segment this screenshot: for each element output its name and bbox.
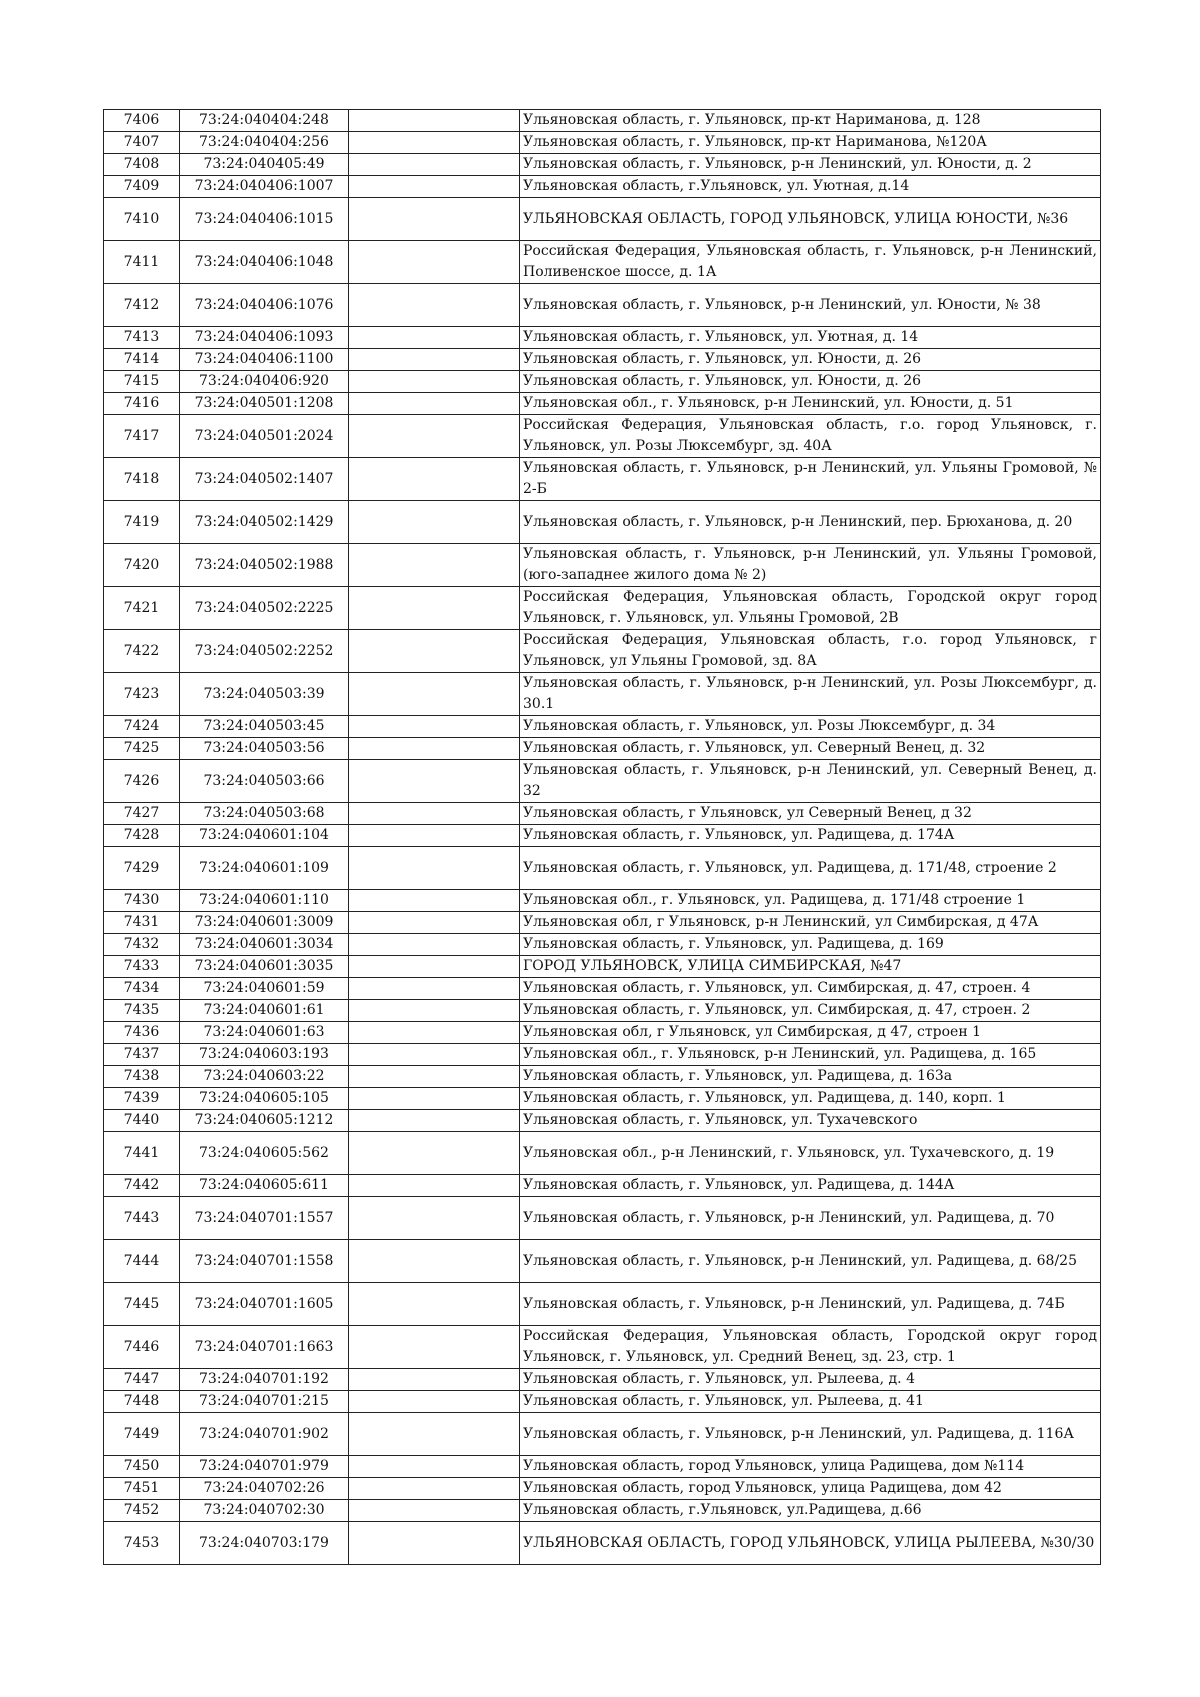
- cadastral-number-cell: 73:24:040601:110: [180, 890, 349, 912]
- empty-cell: [349, 890, 520, 912]
- address-cell: Ульяновская область, город Ульяновск, улица Радищева, дом 42: [520, 1478, 1101, 1500]
- cadastral-number-cell: 73:24:040502:1407: [180, 458, 349, 501]
- cadastral-number-cell: 73:24:040601:61: [180, 1000, 349, 1022]
- row-number-cell: 7444: [104, 1240, 180, 1283]
- table-row: [104, 1326, 1101, 1369]
- row-number-cell: 7441: [104, 1132, 180, 1175]
- table-row: [104, 154, 1101, 176]
- row-number-cell: 7429: [104, 847, 180, 890]
- empty-cell: [349, 501, 520, 544]
- row-number-cell: 7448: [104, 1391, 180, 1413]
- address-cell: Ульяновская область, г. Ульяновск, р-н Ленинский, ул. Радищева, д. 74Б: [520, 1283, 1101, 1326]
- table-row: [104, 544, 1101, 587]
- table-row: [104, 760, 1101, 803]
- row-number-cell: 7425: [104, 738, 180, 760]
- document-page: [103, 109, 1101, 1565]
- empty-cell: [349, 1066, 520, 1088]
- table-row: [104, 1066, 1101, 1088]
- empty-cell: [349, 1000, 520, 1022]
- cadastral-number-cell: 73:24:040501:1208: [180, 393, 349, 415]
- row-number-cell: 7430: [104, 890, 180, 912]
- table-row: [104, 673, 1101, 716]
- table-row: [104, 371, 1101, 393]
- table-row: [104, 1283, 1101, 1326]
- cadastral-number-cell: 73:24:040502:2225: [180, 587, 349, 630]
- cadastral-number-cell: 73:24:040701:1558: [180, 1240, 349, 1283]
- address-cell: Ульяновская область, г. Ульяновск, пр-кт Нариманова, д. 128: [520, 110, 1101, 132]
- address-cell: Ульяновская область, г. Ульяновск, ул. Северный Венец, д. 32: [520, 738, 1101, 760]
- row-number-cell: 7426: [104, 760, 180, 803]
- empty-cell: [349, 154, 520, 176]
- table-row: [104, 1000, 1101, 1022]
- address-cell: Ульяновская область, город Ульяновск, улица Радищева, дом №114: [520, 1456, 1101, 1478]
- cadastral-number-cell: 73:24:040605:105: [180, 1088, 349, 1110]
- address-cell: Ульяновская область, г. Ульяновск, ул. Уютная, д. 14: [520, 327, 1101, 349]
- cadastral-number-cell: 73:24:040601:3034: [180, 934, 349, 956]
- cadastral-number-cell: 73:24:040503:68: [180, 803, 349, 825]
- empty-cell: [349, 1500, 520, 1522]
- empty-cell: [349, 1478, 520, 1500]
- address-cell: Ульяновская область, г. Ульяновск, ул. Юности, д. 26: [520, 371, 1101, 393]
- empty-cell: [349, 1110, 520, 1132]
- row-number-cell: 7433: [104, 956, 180, 978]
- cadastral-number-cell: 73:24:040406:920: [180, 371, 349, 393]
- cadastral-number-cell: 73:24:040601:3009: [180, 912, 349, 934]
- empty-cell: [349, 1391, 520, 1413]
- table-row: [104, 1500, 1101, 1522]
- empty-cell: [349, 241, 520, 284]
- row-number-cell: 7453: [104, 1522, 180, 1565]
- table-row: [104, 198, 1101, 241]
- address-cell: Ульяновская область, г. Ульяновск, ул. Симбирская, д. 47, строен. 4: [520, 978, 1101, 1000]
- empty-cell: [349, 934, 520, 956]
- row-number-cell: 7440: [104, 1110, 180, 1132]
- table-row: [104, 327, 1101, 349]
- row-number-cell: 7435: [104, 1000, 180, 1022]
- row-number-cell: 7407: [104, 132, 180, 154]
- empty-cell: [349, 738, 520, 760]
- address-cell: Ульяновская обл, г Ульяновск, ул Симбирская, д 47, строен 1: [520, 1022, 1101, 1044]
- table-row: [104, 176, 1101, 198]
- row-number-cell: 7436: [104, 1022, 180, 1044]
- row-number-cell: 7451: [104, 1478, 180, 1500]
- table-row: [104, 825, 1101, 847]
- empty-cell: [349, 1369, 520, 1391]
- cadastral-number-cell: 73:24:040501:2024: [180, 415, 349, 458]
- table-row: [104, 284, 1101, 327]
- address-cell: Ульяновская область, г. Ульяновск, ул. Юности, д. 26: [520, 349, 1101, 371]
- empty-cell: [349, 458, 520, 501]
- cadastral-number-cell: 73:24:040406:1093: [180, 327, 349, 349]
- table-row: [104, 956, 1101, 978]
- row-number-cell: 7411: [104, 241, 180, 284]
- address-cell: Российская Федерация, Ульяновская область, г.о. город Ульяновск, г Ульяновск, ул Ульяны Громовой, зд. 8А: [520, 630, 1101, 673]
- address-cell: ГОРОД УЛЬЯНОВСК, УЛИЦА СИМБИРСКАЯ, №47: [520, 956, 1101, 978]
- table-row: [104, 1240, 1101, 1283]
- empty-cell: [349, 956, 520, 978]
- empty-cell: [349, 1088, 520, 1110]
- address-cell: Ульяновская обл., г. Ульяновск, ул. Радищева, д. 171/48 строение 1: [520, 890, 1101, 912]
- cadastral-table: [103, 109, 1101, 1565]
- row-number-cell: 7428: [104, 825, 180, 847]
- empty-cell: [349, 1132, 520, 1175]
- table-row: [104, 978, 1101, 1000]
- address-cell: Ульяновская область, г. Ульяновск, ул. Рылеева, д. 41: [520, 1391, 1101, 1413]
- cadastral-number-cell: 73:24:040605:1212: [180, 1110, 349, 1132]
- table-row: [104, 458, 1101, 501]
- row-number-cell: 7449: [104, 1413, 180, 1456]
- cadastral-number-cell: 73:24:040601:59: [180, 978, 349, 1000]
- empty-cell: [349, 630, 520, 673]
- table-row: [104, 1478, 1101, 1500]
- row-number-cell: 7431: [104, 912, 180, 934]
- cadastral-number-cell: 73:24:040406:1048: [180, 241, 349, 284]
- row-number-cell: 7408: [104, 154, 180, 176]
- table-row: [104, 1088, 1101, 1110]
- address-cell: Ульяновская область, г Ульяновск, ул Северный Венец, д 32: [520, 803, 1101, 825]
- table-row: [104, 1044, 1101, 1066]
- cadastral-number-cell: 73:24:040601:109: [180, 847, 349, 890]
- table-row: [104, 1456, 1101, 1478]
- row-number-cell: 7406: [104, 110, 180, 132]
- address-cell: Ульяновская область, г. Ульяновск, ул. Радищева, д. 163а: [520, 1066, 1101, 1088]
- empty-cell: [349, 349, 520, 371]
- address-cell: Ульяновская область, г.Ульяновск, ул.Радищева, д.66: [520, 1500, 1101, 1522]
- address-cell: Ульяновская обл., р-н Ленинский, г. Ульяновск, ул. Тухачевского, д. 19: [520, 1132, 1101, 1175]
- empty-cell: [349, 847, 520, 890]
- address-cell: Ульяновская область, г. Ульяновск, р-н Ленинский, ул. Радищева, д. 116А: [520, 1413, 1101, 1456]
- cadastral-number-cell: 73:24:040405:49: [180, 154, 349, 176]
- row-number-cell: 7432: [104, 934, 180, 956]
- table-row: [104, 1369, 1101, 1391]
- table-row: [104, 934, 1101, 956]
- address-cell: Ульяновская область, г. Ульяновск, р-н Ленинский, ул. Северный Венец, д. 32: [520, 760, 1101, 803]
- empty-cell: [349, 1326, 520, 1369]
- cadastral-number-cell: 73:24:040601:104: [180, 825, 349, 847]
- address-cell: Ульяновская область, г. Ульяновск, р-н Ленинский, ул. Радищева, д. 68/25: [520, 1240, 1101, 1283]
- empty-cell: [349, 1413, 520, 1456]
- cadastral-number-cell: 73:24:040701:1557: [180, 1197, 349, 1240]
- table-row: [104, 349, 1101, 371]
- table-row: [104, 716, 1101, 738]
- cadastral-number-cell: 73:24:040703:179: [180, 1522, 349, 1565]
- address-cell: Ульяновская область, г.Ульяновск, ул. Уютная, д.14: [520, 176, 1101, 198]
- row-number-cell: 7422: [104, 630, 180, 673]
- empty-cell: [349, 978, 520, 1000]
- row-number-cell: 7437: [104, 1044, 180, 1066]
- row-number-cell: 7424: [104, 716, 180, 738]
- empty-cell: [349, 825, 520, 847]
- table-row: [104, 738, 1101, 760]
- table-row: [104, 1022, 1101, 1044]
- empty-cell: [349, 673, 520, 716]
- cadastral-number-cell: 73:24:040503:66: [180, 760, 349, 803]
- table-row: [104, 501, 1101, 544]
- cadastral-number-cell: 73:24:040701:902: [180, 1413, 349, 1456]
- cadastral-number-cell: 73:24:040701:215: [180, 1391, 349, 1413]
- address-cell: Ульяновская область, г. Ульяновск, ул. Радищева, д. 174А: [520, 825, 1101, 847]
- empty-cell: [349, 393, 520, 415]
- address-cell: Ульяновская обл., г. Ульяновск, р-н Ленинский, ул. Юности, д. 51: [520, 393, 1101, 415]
- address-cell: Ульяновская область, г. Ульяновск, р-н Ленинский, ул. Розы Люксембург, д. 30.1: [520, 673, 1101, 716]
- row-number-cell: 7447: [104, 1369, 180, 1391]
- cadastral-number-cell: 73:24:040701:979: [180, 1456, 349, 1478]
- address-cell: Ульяновская область, г. Ульяновск, ул. Симбирская, д. 47, строен. 2: [520, 1000, 1101, 1022]
- cadastral-number-cell: 73:24:040605:611: [180, 1175, 349, 1197]
- address-cell: Ульяновская область, г. Ульяновск, р-н Ленинский, ул. Радищева, д. 70: [520, 1197, 1101, 1240]
- row-number-cell: 7445: [104, 1283, 180, 1326]
- table-row: [104, 912, 1101, 934]
- empty-cell: [349, 1240, 520, 1283]
- row-number-cell: 7438: [104, 1066, 180, 1088]
- address-cell: Российская Федерация, Ульяновская область, г. Ульяновск, р-н Ленинский, Поливенское шоссе, д. 1А: [520, 241, 1101, 284]
- table-row: [104, 630, 1101, 673]
- table-row: [104, 241, 1101, 284]
- empty-cell: [349, 760, 520, 803]
- cadastral-number-cell: 73:24:040404:256: [180, 132, 349, 154]
- empty-cell: [349, 716, 520, 738]
- table-row: [104, 1132, 1101, 1175]
- address-cell: Ульяновская область, г. Ульяновск, р-н Ленинский, пер. Брюханова, д. 20: [520, 501, 1101, 544]
- cadastral-number-cell: 73:24:040502:1429: [180, 501, 349, 544]
- empty-cell: [349, 176, 520, 198]
- address-cell: Ульяновская область, г. Ульяновск, р-н Ленинский, ул. Юности, № 38: [520, 284, 1101, 327]
- empty-cell: [349, 544, 520, 587]
- table-row: [104, 1197, 1101, 1240]
- row-number-cell: 7446: [104, 1326, 180, 1369]
- address-cell: Ульяновская область, г. Ульяновск, ул. Радищева, д. 144А: [520, 1175, 1101, 1197]
- row-number-cell: 7420: [104, 544, 180, 587]
- address-cell: Ульяновская область, г. Ульяновск, ул. Радищева, д. 171/48, строение 2: [520, 847, 1101, 890]
- row-number-cell: 7421: [104, 587, 180, 630]
- table-row: [104, 110, 1101, 132]
- address-cell: Российская Федерация, Ульяновская область, Городской округ город Ульяновск, г. Ульяновск, ул. Ульяны Громовой, 2В: [520, 587, 1101, 630]
- table-row: [104, 803, 1101, 825]
- empty-cell: [349, 132, 520, 154]
- table-row: [104, 1110, 1101, 1132]
- row-number-cell: 7423: [104, 673, 180, 716]
- row-number-cell: 7450: [104, 1456, 180, 1478]
- row-number-cell: 7416: [104, 393, 180, 415]
- address-cell: Ульяновская обл., г. Ульяновск, р-н Ленинский, ул. Радищева, д. 165: [520, 1044, 1101, 1066]
- row-number-cell: 7434: [104, 978, 180, 1000]
- empty-cell: [349, 1197, 520, 1240]
- cadastral-number-cell: 73:24:040404:248: [180, 110, 349, 132]
- empty-cell: [349, 1522, 520, 1565]
- row-number-cell: 7452: [104, 1500, 180, 1522]
- cadastral-number-cell: 73:24:040702:26: [180, 1478, 349, 1500]
- row-number-cell: 7412: [104, 284, 180, 327]
- table-row: [104, 1413, 1101, 1456]
- empty-cell: [349, 1283, 520, 1326]
- row-number-cell: 7415: [104, 371, 180, 393]
- table-body: [104, 110, 1101, 1565]
- table-row: [104, 1175, 1101, 1197]
- empty-cell: [349, 198, 520, 241]
- cadastral-number-cell: 73:24:040603:193: [180, 1044, 349, 1066]
- cadastral-number-cell: 73:24:040605:562: [180, 1132, 349, 1175]
- cadastral-number-cell: 73:24:040601:3035: [180, 956, 349, 978]
- address-cell: Ульяновская область, г. Ульяновск, ул. Розы Люксембург, д. 34: [520, 716, 1101, 738]
- cadastral-number-cell: 73:24:040502:1988: [180, 544, 349, 587]
- row-number-cell: 7442: [104, 1175, 180, 1197]
- row-number-cell: 7410: [104, 198, 180, 241]
- empty-cell: [349, 1022, 520, 1044]
- cadastral-number-cell: 73:24:040503:45: [180, 716, 349, 738]
- address-cell: Ульяновская область, г. Ульяновск, ул. Рылеева, д. 4: [520, 1369, 1101, 1391]
- address-cell: Российская Федерация, Ульяновская область, Городской округ город Ульяновск, г. Ульяновск, ул. Средний Венец, зд. 23, стр. 1: [520, 1326, 1101, 1369]
- cadastral-number-cell: 73:24:040406:1007: [180, 176, 349, 198]
- address-cell: Российская Федерация, Ульяновская область, г.о. город Ульяновск, г. Ульяновск, ул. Розы Люксембург, зд. 40А: [520, 415, 1101, 458]
- table-row: [104, 393, 1101, 415]
- address-cell: УЛЬЯНОВСКАЯ ОБЛАСТЬ, ГОРОД УЛЬЯНОВСК, УЛИЦА ЮНОСТИ, №36: [520, 198, 1101, 241]
- empty-cell: [349, 912, 520, 934]
- empty-cell: [349, 1175, 520, 1197]
- table-row: [104, 1391, 1101, 1413]
- row-number-cell: 7427: [104, 803, 180, 825]
- address-cell: Ульяновская область, г. Ульяновск, ул. Тухачевского: [520, 1110, 1101, 1132]
- address-cell: Ульяновская область, г. Ульяновск, р-н Ленинский, ул. Ульяны Громовой, (юго-западнее жилого дома № 2): [520, 544, 1101, 587]
- row-number-cell: 7439: [104, 1088, 180, 1110]
- address-cell: Ульяновская область, г. Ульяновск, р-н Ленинский, ул. Юности, д. 2: [520, 154, 1101, 176]
- empty-cell: [349, 1456, 520, 1478]
- address-cell: Ульяновская обл, г Ульяновск, р-н Ленинский, ул Симбирская, д 47А: [520, 912, 1101, 934]
- table-row: [104, 890, 1101, 912]
- cadastral-number-cell: 73:24:040503:39: [180, 673, 349, 716]
- empty-cell: [349, 587, 520, 630]
- cadastral-number-cell: 73:24:040406:1076: [180, 284, 349, 327]
- row-number-cell: 7443: [104, 1197, 180, 1240]
- row-number-cell: 7417: [104, 415, 180, 458]
- cadastral-number-cell: 73:24:040502:2252: [180, 630, 349, 673]
- row-number-cell: 7413: [104, 327, 180, 349]
- empty-cell: [349, 803, 520, 825]
- cadastral-number-cell: 73:24:040701:192: [180, 1369, 349, 1391]
- address-cell: Ульяновская область, г. Ульяновск, р-н Ленинский, ул. Ульяны Громовой, № 2-Б: [520, 458, 1101, 501]
- cadastral-number-cell: 73:24:040503:56: [180, 738, 349, 760]
- cadastral-number-cell: 73:24:040702:30: [180, 1500, 349, 1522]
- empty-cell: [349, 110, 520, 132]
- cadastral-number-cell: 73:24:040701:1663: [180, 1326, 349, 1369]
- address-cell: Ульяновская область, г. Ульяновск, пр-кт Нариманова, №120А: [520, 132, 1101, 154]
- table-row: [104, 847, 1101, 890]
- address-cell: Ульяновская область, г. Ульяновск, ул. Радищева, д. 169: [520, 934, 1101, 956]
- address-cell: Ульяновская область, г. Ульяновск, ул. Радищева, д. 140, корп. 1: [520, 1088, 1101, 1110]
- row-number-cell: 7419: [104, 501, 180, 544]
- table-row: [104, 132, 1101, 154]
- row-number-cell: 7418: [104, 458, 180, 501]
- row-number-cell: 7409: [104, 176, 180, 198]
- empty-cell: [349, 371, 520, 393]
- table-row: [104, 1522, 1101, 1565]
- address-cell: УЛЬЯНОВСКАЯ ОБЛАСТЬ, ГОРОД УЛЬЯНОВСК, УЛИЦА РЫЛЕЕВА, №30/30: [520, 1522, 1101, 1565]
- empty-cell: [349, 1044, 520, 1066]
- cadastral-number-cell: 73:24:040701:1605: [180, 1283, 349, 1326]
- empty-cell: [349, 327, 520, 349]
- cadastral-number-cell: 73:24:040406:1015: [180, 198, 349, 241]
- cadastral-number-cell: 73:24:040601:63: [180, 1022, 349, 1044]
- empty-cell: [349, 415, 520, 458]
- table-row: [104, 587, 1101, 630]
- empty-cell: [349, 284, 520, 327]
- cadastral-number-cell: 73:24:040406:1100: [180, 349, 349, 371]
- cadastral-number-cell: 73:24:040603:22: [180, 1066, 349, 1088]
- table-row: [104, 415, 1101, 458]
- row-number-cell: 7414: [104, 349, 180, 371]
